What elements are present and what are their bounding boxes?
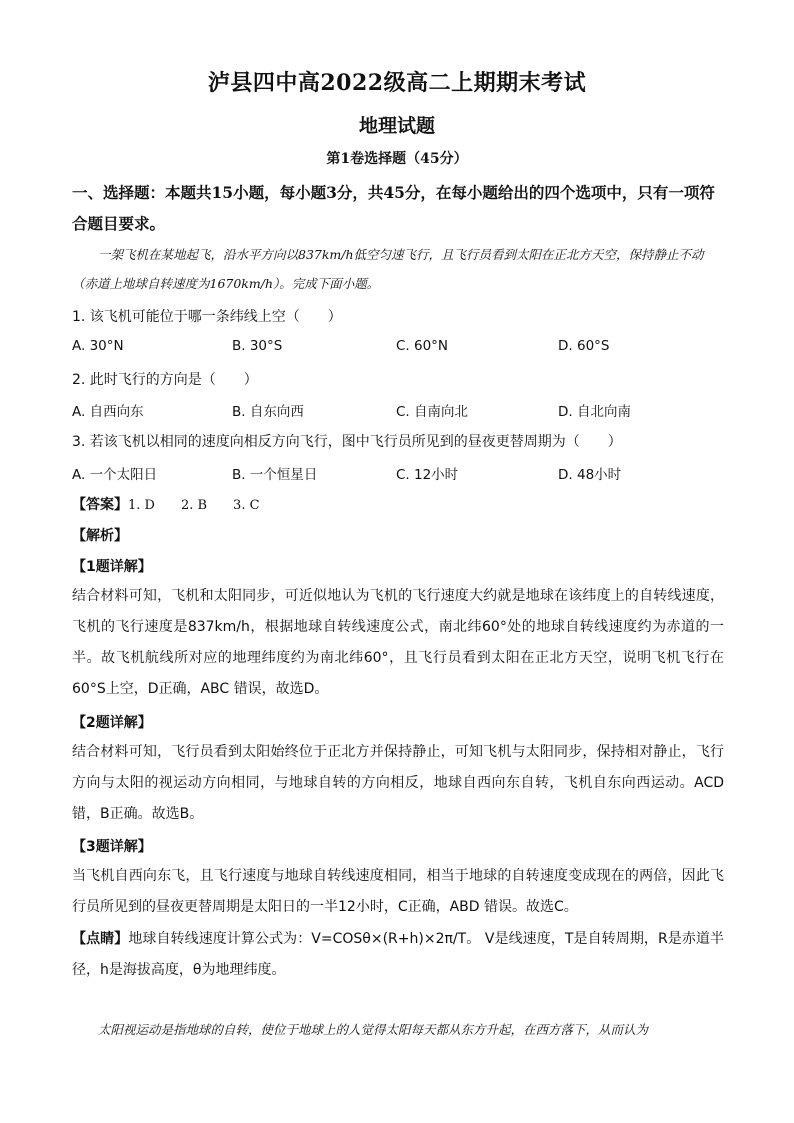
continuation-text: 太阳视运动是指地球的自转，使位于地球上的人觉得太阳每天都从东方升起，在西方落下，从而认为 — [98, 1022, 649, 1037]
detail-2-tag: 【2题详解】 — [72, 715, 152, 731]
q2-option-d: D. 自北向南 — [558, 404, 631, 420]
exam-title: 泸县四中高2022级高二上期期末考试 — [207, 70, 587, 96]
q3-option-d: D. 48小时 — [558, 467, 622, 483]
analysis-tag: 【解析】 — [72, 528, 128, 544]
section-heading: 一、选择题：本题共15小题，每小题3分，共45分，在每小题给出的四个选项中，只有一项符合题目要求。 — [72, 183, 715, 233]
q2-option-c: C. 自南向北 — [396, 404, 469, 420]
q3-option-b: B. 一个恒星日 — [232, 467, 318, 483]
question-2-stem: 2. 此时飞行的方向是（ ） — [72, 372, 258, 388]
detail-1-tag: 【1题详解】 — [72, 559, 152, 575]
detail-3-text: 当飞机自西向东飞，且飞行速度与地球自转线速度相同，相当于地球的自转速度变成现在的两倍，因此飞行员所见到的昼夜更替周期是太阳日的一半12小时，C正确，ABD 错误。故选C。 — [72, 868, 724, 915]
q2-option-b: B. 自东向西 — [232, 404, 304, 420]
subject-title: 地理试题 — [358, 115, 435, 137]
q1-option-d: D. 60°S — [558, 338, 610, 354]
q1-option-c: C. 60°N — [396, 338, 449, 354]
volume-title: 第1卷选择题（45分） — [326, 151, 468, 167]
material-text: 一架飞机在某地起飞，沿水平方向以837km/h低空匀速飞行，且飞行员看到太阳在正北方天空，保持静止不动（赤道上地球自转速度为1670km/h）。完成下面小题。 — [72, 247, 704, 291]
tip-row — [72, 924, 724, 986]
tip-text: 地球自转线速度计算公式为：V=COSθ×(R+h)×2π/T。 V是线速度，T是自转周期，R是赤道半径，h是海拔高度，θ为地理纬度。 — [72, 931, 725, 978]
answer-row — [72, 494, 260, 514]
tip-tag: 【点睛】 — [72, 931, 129, 947]
detail-3-tag: 【3题详解】 — [72, 839, 152, 855]
q3-option-a: A. 一个太阳日 — [72, 467, 158, 483]
q1-option-a: A. 30°N — [72, 338, 124, 354]
detail-1-text: 结合材料可知，飞机和太阳同步，可近似地认为飞机的飞行速度大约就是地球在该纬度上的自转线速度，飞机的飞行速度是837km/h，根据地球自转线速度公式，南北纬60°处的地球自转线速度约为赤道的一半。故飞机航线所对应的地理纬度约为南北纬60°，且飞行员看到太阳在正北方天空，说明飞机飞行在60°S上空，D正确，ABC 错误，故选D。 — [72, 588, 724, 697]
question-3-stem: 3. 若该飞机以相同的速度向相反方向飞行，图中飞行员所见到的昼夜更替周期为（ ） — [72, 434, 622, 450]
q2-option-a: A. 自西向东 — [72, 404, 144, 420]
q1-option-b: B. 30°S — [232, 338, 283, 354]
detail-2-text: 结合材料可知，飞行员看到太阳始终位于正北方并保持静止，可知飞机与太阳同步，保持相对静止，飞行方向与太阳的视运动方向相同，与地球自转的方向相反，地球自西向东自转，飞机自东向西运动。ACD错，B正确。故选B。 — [72, 744, 724, 822]
question-1-stem: 1. 该飞机可能位于哪一条纬线上空（ ） — [72, 309, 342, 325]
q3-option-c: C. 12小时 — [396, 467, 459, 483]
answer-text: 1. D 2. B 3. C — [128, 498, 260, 513]
answer-tag: 【答案】 — [72, 497, 128, 513]
